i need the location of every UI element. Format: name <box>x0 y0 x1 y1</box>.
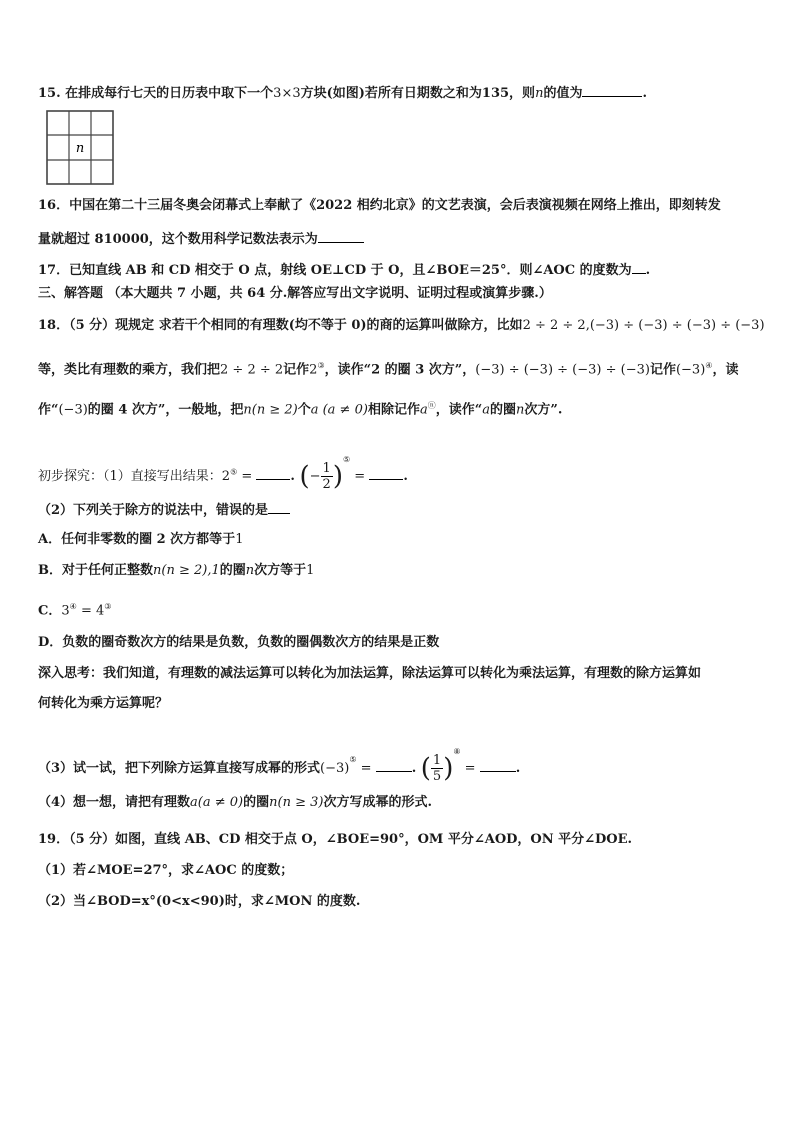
q18-part3-fraction <box>431 753 443 784</box>
q18-part1-frac-den: 2 <box>322 477 331 492</box>
section3-title: 三、解答题 （本大题共 7 小题，共 64 分.解答应写出文字说明、证明过程或演算步骤.） <box>38 286 552 301</box>
q18-part1-frac-sup: ⑤ <box>342 455 351 464</box>
q18-option-c <box>38 597 111 621</box>
q18-line2-c: ，读作“2 的圈 3 次方”， <box>324 362 476 378</box>
q18-deep-line2: 何转化为乘方运算呢？ <box>38 696 169 711</box>
q18-part3-math1: (−3) <box>320 761 350 776</box>
q18-option-c-b-sup: ③ <box>104 602 112 611</box>
q18-option-c-a: 3 <box>61 603 70 619</box>
q17-answer-blank <box>632 259 646 274</box>
q18-part4 <box>38 793 432 813</box>
q18-option-b-text2: 的圈 <box>219 563 246 578</box>
q18-line3-math5: a <box>482 402 490 418</box>
q18-line1-math: 2 ÷ 2 ÷ 2,(−3) ÷ (−3) ÷ (−3) ÷ (−3) <box>522 318 765 333</box>
q15-dims: 3×3 <box>273 86 301 101</box>
q15-number: 15. <box>38 86 61 101</box>
q18-line3-b: 的圈 4 次方”，一般地，把 <box>87 402 244 418</box>
q17-end: . <box>645 263 651 278</box>
q19-line3: （2）当∠BOD=x°(0<x<90)时，求∠MON 的度数. <box>38 894 361 909</box>
q18-part3-sup1: ⑤ <box>349 755 357 764</box>
q18-option-d: D．负数的圈奇数次方的结果是负数，负数的圈偶数次方的结果是正数 <box>38 635 440 650</box>
q18-line2-sup4: ④ <box>705 361 713 370</box>
q18-part1-eq: = <box>237 469 257 484</box>
q18-part1-label: 初步探究：（1）直接写出结果： <box>38 469 222 484</box>
q18-line2-d: 记作 <box>649 362 676 378</box>
q18-part3-frac-den: 5 <box>432 769 442 784</box>
q18-part3 <box>38 742 520 784</box>
q17-text: 17．已知直线 AB 和 CD 相交于 O 点，射线 OE⊥CD 于 O，且∠BOE＝25°．则∠AOC 的度数为 <box>38 263 632 278</box>
q18-part3-lparen: ( <box>420 753 431 784</box>
q18-line3-c: 个 <box>297 402 311 418</box>
q18-line2-math4: (−3) <box>675 362 706 378</box>
q17-line <box>38 259 650 281</box>
q18-line2-math1: 2 ÷ 2 ÷ 2 <box>220 362 284 378</box>
q18-line3-g: 次方”. <box>524 402 563 418</box>
q15-text-b: 方块(如图)若所有日期数之和为135，则 <box>300 86 536 101</box>
q16-line2-text: 量就超过 810000，这个数用科学记数法表示为 <box>38 232 318 247</box>
q18-part3-frac-num: 1 <box>432 753 442 768</box>
q18-option-c-a-sup: ④ <box>69 602 77 611</box>
q18-line2-e: ，读 <box>712 362 739 378</box>
q16-line1: 16．中国在第二十三届冬奥会闭幕式上奉献了《2022 相约北京》的文艺表演，会后表演视频在网络上推出，即刻转发 <box>38 198 721 213</box>
q18-option-b <box>38 561 314 581</box>
q16-line2 <box>38 228 364 250</box>
q18-part3-eq1: = <box>356 761 376 776</box>
q18-option-a-math: 1 <box>235 532 244 547</box>
q18-option-a-text: A．任何非零数的圈 2 次方都等于 <box>38 532 236 547</box>
q18-line3-math4: a <box>419 402 428 418</box>
q18-line3-math6: n <box>515 402 525 418</box>
q18-line1 <box>38 316 765 336</box>
q18-part1-dot1: . <box>290 469 295 484</box>
q18-part4-text2: 的圈 <box>243 795 270 810</box>
q18-option-b-math: n(n ≥ 2),1 <box>153 563 220 578</box>
q15-var-n: n <box>535 86 544 101</box>
q16-answer-blank <box>318 228 364 243</box>
q18-part3-eq2: = <box>460 761 480 776</box>
q18-line2-sup2: ③ <box>317 361 325 370</box>
q18-line3-math2: n(n ≥ 2) <box>243 402 298 418</box>
q18-part3-rparen: ) <box>443 753 454 784</box>
q18-line2-math2: 2 <box>309 362 318 378</box>
q18-part1-dot2: . <box>403 469 408 484</box>
q15-text-a: 在排成每行七天的日历表中取下一个 <box>65 86 274 101</box>
q18-line3-d: 相除记作 <box>367 402 420 418</box>
q18-part1-fraction <box>321 461 333 492</box>
q18-line3 <box>38 396 562 420</box>
q18-line2 <box>38 356 738 380</box>
q18-line3-math3: a (a ≠ 0) <box>310 402 368 418</box>
q18-option-a <box>38 530 243 550</box>
q18-part1-frac-num: 1 <box>322 461 331 476</box>
q15-text-c: 的值为 <box>543 86 583 101</box>
q19-line2: （1）若∠MOE=27°，求∠AOC 的度数； <box>38 863 294 878</box>
q18-option-c-eq: = 4 <box>76 603 105 619</box>
q18-part1-lparen: ( <box>299 461 310 492</box>
q18-option-b-text: B．对于任何正整数 <box>38 563 153 578</box>
q18-part1-blank1 <box>256 465 290 480</box>
q18-part1-base: 2 <box>221 469 231 484</box>
q18-line2-a: 等，类比有理数的乘方，我们把 <box>38 362 221 378</box>
q18-part3-dot1: . <box>411 761 417 776</box>
q18-part2-blank <box>268 499 290 514</box>
q18-line3-sup4: ⓝ <box>427 401 436 410</box>
q18-line2-b: 记作 <box>283 362 310 378</box>
q18-part1-sup: ⑤ <box>230 467 238 477</box>
q18-line3-e: ，读作“ <box>435 402 483 418</box>
q18-line3-math1: (−3) <box>58 402 88 418</box>
grid-center-label: n <box>75 141 85 156</box>
q18-option-c-label: C． <box>38 603 62 619</box>
q18-line2-math3: (−3) ÷ (−3) ÷ (−3) ÷ (−3) <box>475 362 650 378</box>
q18-option-b-math3: 1 <box>306 563 315 578</box>
q18-part3-blank2 <box>480 757 516 772</box>
q15-line <box>38 82 647 104</box>
q18-part2-text: （2）下列关于除方的说法中，错误的是 <box>38 503 269 518</box>
q18-part1-blank2 <box>369 465 403 480</box>
calendar-grid-figure <box>46 110 114 185</box>
q18-line3-a: 作“ <box>38 402 59 418</box>
q18-part3-blank1 <box>376 757 412 772</box>
q18-line3-f: 的圈 <box>489 402 516 418</box>
q18-part3-sup2: ⑧ <box>453 747 461 756</box>
q18-part4-text3: 次方写成幂的形式. <box>323 795 432 810</box>
q15-end: . <box>642 86 647 101</box>
q18-part4-math1: a(a ≠ 0) <box>190 795 244 810</box>
q18-part2 <box>38 499 290 521</box>
q18-line1-text: 18．（5 分）现规定 求若干个相同的有理数(均不等于 0)的商的运算叫做除方，比如 <box>38 318 523 333</box>
q18-option-b-text3: 次方等于 <box>254 563 307 578</box>
q18-option-b-math2: n <box>245 563 255 578</box>
q15-answer-blank <box>582 82 642 97</box>
q18-part3-dot2: . <box>515 761 521 776</box>
q18-part4-math2: n(n ≥ 3) <box>269 795 324 810</box>
q18-part1 <box>38 450 408 492</box>
q18-part1-rparen: ) <box>332 461 343 492</box>
q18-part3-text: （3）试一试，把下列除方运算直接写成幂的形式 <box>38 761 321 776</box>
q19-line1: 19．（5 分）如图，直线 AB、CD 相交于点 O，∠BOE=90°，OM 平分∠AOD，ON 平分∠DOE. <box>38 832 633 847</box>
q18-part1-eq2: = <box>350 469 370 484</box>
q18-part1-frac-sign: − <box>309 469 321 484</box>
q18-part4-text: （4）想一想，请把有理数 <box>38 795 191 810</box>
q18-deep-line1: 深入思考：我们知道，有理数的减法运算可以转化为加法运算，除法运算可以转化为乘法运算，有理数的除方运算如 <box>38 666 702 681</box>
